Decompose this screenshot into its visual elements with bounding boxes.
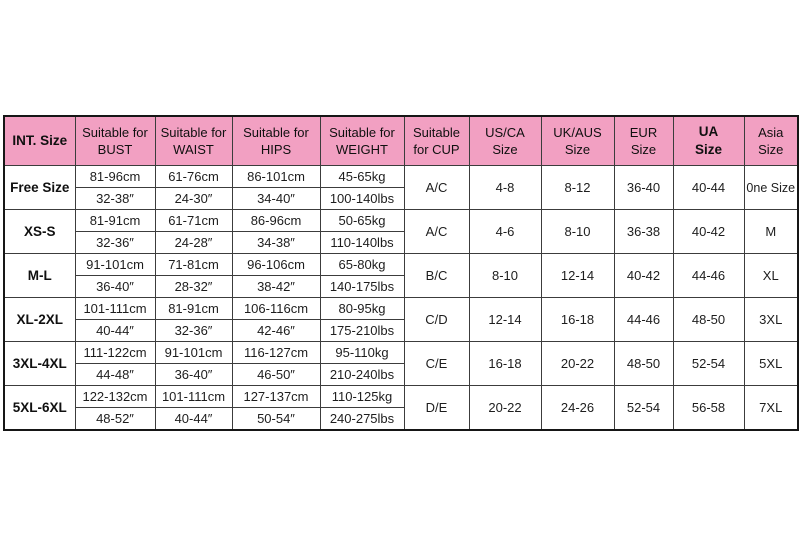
- cell-usca: 4-8: [469, 166, 541, 210]
- table-row: [4, 166, 798, 188]
- cell-waist-cm: 71-81cm: [155, 254, 232, 276]
- cell-weight-kg: 45-65kg: [320, 166, 404, 188]
- cell-waist-cm: 91-101cm: [155, 342, 232, 364]
- header-cup: Suitable for CUP: [404, 116, 469, 166]
- table-row: [4, 342, 798, 364]
- cell-eur: 52-54: [614, 386, 673, 431]
- cell-waist-cm: 101-111cm: [155, 386, 232, 408]
- cell-bust-in: 32-38″: [75, 188, 155, 210]
- cell-bust-in: 48-52″: [75, 408, 155, 431]
- header-bust: Suitable for BUST: [75, 116, 155, 166]
- cell-waist-in: 24-28″: [155, 232, 232, 254]
- cell-asia: XL: [744, 254, 798, 298]
- cell-hips-in: 50-54″: [232, 408, 320, 431]
- cell-ukaus: 12-14: [541, 254, 614, 298]
- header-ukaus: UK/AUS Size: [541, 116, 614, 166]
- cell-ua: 40-42: [673, 210, 744, 254]
- cell-weight-kg: 95-110kg: [320, 342, 404, 364]
- header-row: [4, 116, 798, 166]
- cell-bust-cm: 81-96cm: [75, 166, 155, 188]
- cell-hips-in: 38-42″: [232, 276, 320, 298]
- cell-cup: C/D: [404, 298, 469, 342]
- cell-cup: D/E: [404, 386, 469, 431]
- cell-cup: A/C: [404, 210, 469, 254]
- cell-usca: 16-18: [469, 342, 541, 386]
- cell-hips-in: 42-46″: [232, 320, 320, 342]
- cell-ua: 48-50: [673, 298, 744, 342]
- row-label-5xl-6xl: 5XL-6XL: [4, 386, 75, 431]
- header-eur: EUR Size: [614, 116, 673, 166]
- cell-usca: 20-22: [469, 386, 541, 431]
- row-label-m-l: M-L: [4, 254, 75, 298]
- cell-hips-cm: 86-96cm: [232, 210, 320, 232]
- cell-eur: 48-50: [614, 342, 673, 386]
- header-int-size-label: INT. Size: [12, 133, 68, 149]
- cell-bust-in: 44-48″: [75, 364, 155, 386]
- cell-ukaus: 24-26: [541, 386, 614, 431]
- cell-hips-cm: 106-116cm: [232, 298, 320, 320]
- cell-waist-in: 32-36″: [155, 320, 232, 342]
- cell-ua: 52-54: [673, 342, 744, 386]
- cell-bust-cm: 122-132cm: [75, 386, 155, 408]
- cell-waist-in: 24-30″: [155, 188, 232, 210]
- cell-ukaus: 20-22: [541, 342, 614, 386]
- cell-usca: 12-14: [469, 298, 541, 342]
- table-row: [4, 298, 798, 320]
- cell-weight-lbs: 110-140lbs: [320, 232, 404, 254]
- cell-asia: M: [744, 210, 798, 254]
- cell-cup: C/E: [404, 342, 469, 386]
- size-chart-table: [3, 115, 799, 431]
- cell-hips-cm: 116-127cm: [232, 342, 320, 364]
- cell-bust-cm: 81-91cm: [75, 210, 155, 232]
- cell-waist-cm: 61-76cm: [155, 166, 232, 188]
- cell-eur: 36-40: [614, 166, 673, 210]
- cell-bust-in: 36-40″: [75, 276, 155, 298]
- header-asia: Asia Size: [744, 116, 798, 166]
- cell-eur: 44-46: [614, 298, 673, 342]
- cell-waist-cm: 61-71cm: [155, 210, 232, 232]
- header-weight: Suitable for WEIGHT: [320, 116, 404, 166]
- cell-ukaus: 16-18: [541, 298, 614, 342]
- cell-bust-cm: 91-101cm: [75, 254, 155, 276]
- header-ua: UA Size: [673, 116, 744, 166]
- cell-cup: B/C: [404, 254, 469, 298]
- cell-weight-lbs: 240-275lbs: [320, 408, 404, 431]
- cell-weight-kg: 50-65kg: [320, 210, 404, 232]
- cell-ua: 44-46: [673, 254, 744, 298]
- cell-waist-in: 40-44″: [155, 408, 232, 431]
- row-label-xs-s: XS-S: [4, 210, 75, 254]
- cell-hips-cm: 96-106cm: [232, 254, 320, 276]
- header-int-size: [4, 116, 75, 166]
- header-usca: US/CA Size: [469, 116, 541, 166]
- cell-asia: 3XL: [744, 298, 798, 342]
- cell-hips-cm: 127-137cm: [232, 386, 320, 408]
- cell-usca: 4-6: [469, 210, 541, 254]
- cell-cup: A/C: [404, 166, 469, 210]
- row-label-free-size: Free Size: [4, 166, 75, 210]
- cell-bust-in: 32-36″: [75, 232, 155, 254]
- cell-ukaus: 8-12: [541, 166, 614, 210]
- cell-hips-in: 34-38″: [232, 232, 320, 254]
- cell-waist-in: 36-40″: [155, 364, 232, 386]
- size-chart: [3, 115, 799, 431]
- cell-hips-in: 34-40″: [232, 188, 320, 210]
- cell-ukaus: 8-10: [541, 210, 614, 254]
- cell-weight-kg: 110-125kg: [320, 386, 404, 408]
- table-row: [4, 386, 798, 408]
- cell-weight-lbs: 100-140lbs: [320, 188, 404, 210]
- cell-usca: 8-10: [469, 254, 541, 298]
- cell-weight-lbs: 140-175lbs: [320, 276, 404, 298]
- cell-weight-lbs: 175-210lbs: [320, 320, 404, 342]
- cell-weight-lbs: 210-240lbs: [320, 364, 404, 386]
- cell-hips-cm: 86-101cm: [232, 166, 320, 188]
- cell-ua: 40-44: [673, 166, 744, 210]
- cell-asia: 5XL: [744, 342, 798, 386]
- cell-hips-in: 46-50″: [232, 364, 320, 386]
- table-row: [4, 254, 798, 276]
- cell-bust-in: 40-44″: [75, 320, 155, 342]
- cell-asia: 7XL: [744, 386, 798, 431]
- cell-eur: 40-42: [614, 254, 673, 298]
- cell-bust-cm: 101-111cm: [75, 298, 155, 320]
- header-hips: Suitable for HIPS: [232, 116, 320, 166]
- cell-weight-kg: 65-80kg: [320, 254, 404, 276]
- cell-eur: 36-38: [614, 210, 673, 254]
- cell-asia: 0ne Size: [744, 166, 798, 210]
- cell-weight-kg: 80-95kg: [320, 298, 404, 320]
- row-label-xl-2xl: XL-2XL: [4, 298, 75, 342]
- row-label-3xl-4xl: 3XL-4XL: [4, 342, 75, 386]
- cell-waist-in: 28-32″: [155, 276, 232, 298]
- cell-bust-cm: 111-122cm: [75, 342, 155, 364]
- table-row: [4, 210, 798, 232]
- cell-waist-cm: 81-91cm: [155, 298, 232, 320]
- cell-ua: 56-58: [673, 386, 744, 431]
- header-waist: Suitable for WAIST: [155, 116, 232, 166]
